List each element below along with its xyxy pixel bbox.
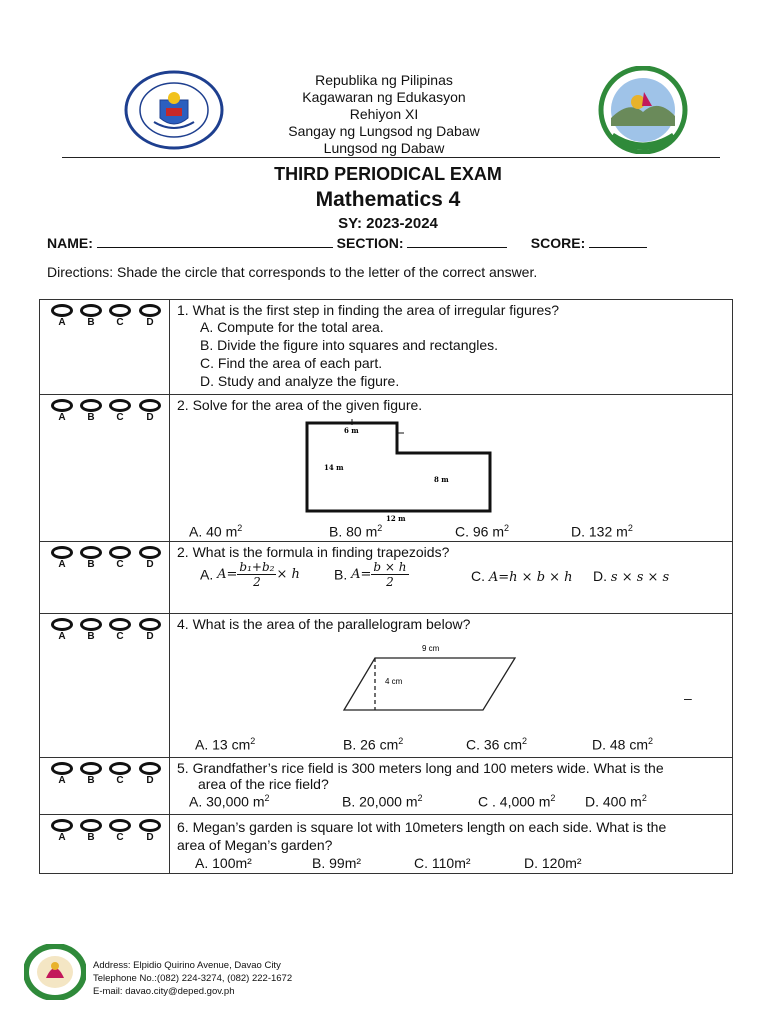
option-c: C. Find the area of each part. [200, 355, 383, 371]
answer-bubbles [51, 399, 163, 425]
option-d: D. 132 $m^2$ [571, 523, 633, 540]
option-d: D. 120m² [524, 855, 582, 871]
question-text-line2: area of the rice field? [198, 776, 329, 792]
question-row-2 [40, 394, 732, 542]
section-label: SECTION: [336, 235, 404, 251]
bubble-b[interactable] [80, 618, 102, 631]
question-text: 1. What is the first step in finding the area of irregular figures? [177, 302, 560, 318]
l-shape-figure [302, 419, 498, 523]
column-divider [169, 815, 170, 873]
bubble-d[interactable] [139, 304, 161, 317]
option-b: B. 20,000 $m^2$ [342, 793, 423, 810]
option-c: C. A=h × b × h [471, 568, 573, 585]
bubble-letter: B [87, 631, 95, 642]
exam-title: THIRD PERIODICAL EXAM [274, 164, 502, 184]
option-c: C . 4,000 $m^2$ [478, 793, 556, 810]
option-a: A. Compute for the total area. [200, 319, 384, 335]
footer-address: Address: Elpidio Quirino Avenue, Davao City [93, 960, 281, 971]
option-a: A. 30,000 $m^2$ [189, 793, 270, 810]
bubble-letter: C [116, 775, 124, 786]
figure-label-8m: 8 m [434, 475, 449, 484]
stray-dash: – [684, 690, 692, 706]
student-info-bar [47, 235, 647, 251]
answer-bubbles [51, 618, 163, 644]
bubble-c[interactable] [109, 762, 131, 775]
question-text: 2. Solve for the area of the given figure. [177, 397, 423, 413]
bubble-c[interactable] [109, 819, 131, 832]
option-c: C. 110m² [414, 855, 471, 871]
answer-bubbles [51, 546, 163, 572]
header-line-city: Lungsod ng Dabaw [323, 140, 445, 156]
bubble-c[interactable] [109, 546, 131, 559]
bubble-d[interactable] [139, 819, 161, 832]
bubble-letter: A [58, 559, 66, 570]
bubble-a[interactable] [51, 819, 73, 832]
question-text: 2. What is the formula in finding trapezoids? [177, 544, 450, 560]
option-b: B. 80 $m^2$ [329, 523, 383, 540]
option-b: B. 26 $cm^2$ [343, 736, 404, 753]
bubble-letter: D [146, 631, 154, 642]
bubble-a[interactable] [51, 762, 73, 775]
bubble-b[interactable] [80, 399, 102, 412]
footer-contact [93, 959, 292, 998]
header-line-department: Kagawaran ng Edukasyon [302, 89, 466, 105]
bubble-b[interactable] [80, 762, 102, 775]
option-b: B. Divide the figure into squares and rectangles. [200, 337, 499, 353]
question-text: 4. What is the area of the parallelogram below? [177, 616, 471, 632]
bubble-c[interactable] [109, 304, 131, 317]
figure-label-12m: 12 m [386, 514, 406, 523]
bubble-letter: A [58, 317, 66, 328]
bubble-b[interactable] [80, 304, 102, 317]
footer-telephone: Telephone No.:(082) 224-3274, (082) 222-1672 [93, 973, 293, 984]
bubble-c[interactable] [109, 399, 131, 412]
bubble-a[interactable] [51, 304, 73, 317]
bubble-letter: D [146, 832, 154, 843]
figure-label-4cm: 4 cm [385, 677, 403, 686]
bubble-letter: A [58, 631, 66, 642]
name-field[interactable] [97, 235, 333, 248]
bubble-letter: C [116, 832, 124, 843]
header-divider [62, 157, 720, 158]
bubble-letter: C [116, 631, 124, 642]
figure-label-9cm: 9 cm [422, 644, 440, 653]
column-divider [169, 300, 170, 394]
header-line-region: Rehiyon XI [349, 106, 419, 122]
question-row-1 [40, 300, 732, 394]
column-divider [169, 395, 170, 542]
answer-bubbles [51, 762, 163, 788]
bubble-d[interactable] [139, 399, 161, 412]
option-b: B. A= $\frac{b \times h}{2}$ [334, 560, 407, 589]
questions-table [39, 299, 733, 874]
bubble-letter: D [146, 559, 154, 570]
question-text: 5. Grandfather’s rice field is 300 meters long and 100 meters wide. What is the [177, 760, 664, 776]
bubble-letter: C [116, 317, 124, 328]
bubble-letter: B [87, 559, 95, 570]
bubble-letter: A [58, 775, 66, 786]
footer-email: E-mail: davao.city@deped.gov.ph [93, 986, 235, 997]
option-a: A. 13 $cm^2$ [195, 736, 256, 753]
figure-label-6m: 6 m [344, 426, 359, 435]
question-text: 6. Megan’s garden is square lot with 10meters length on each side. What is the [177, 819, 667, 835]
option-d: D. 48 $cm^2$ [592, 736, 654, 753]
option-a: A. 100m² [195, 855, 252, 871]
option-d: D. s × s × s [593, 568, 670, 585]
option-c: C. 36 $cm^2$ [466, 736, 528, 753]
bubble-letter: D [146, 317, 154, 328]
bubble-d[interactable] [139, 762, 161, 775]
bubble-letter: C [116, 559, 124, 570]
bubble-c[interactable] [109, 618, 131, 631]
directions-text: Directions: Shade the circle that corresponds to the letter of the correct answer. [47, 264, 538, 280]
parallelogram-figure [340, 642, 520, 714]
bubble-letter: D [146, 412, 154, 423]
bubble-letter: B [87, 775, 95, 786]
column-divider [169, 614, 170, 758]
bubble-letter: A [58, 832, 66, 843]
column-divider [169, 758, 170, 815]
question-row-6 [40, 814, 732, 873]
question-row-5 [40, 757, 732, 815]
bubble-b[interactable] [80, 819, 102, 832]
bubble-a[interactable] [51, 618, 73, 631]
bubble-letter: B [87, 317, 95, 328]
option-a: A. 40 $m^2$ [189, 523, 243, 540]
answer-bubbles [51, 304, 163, 330]
bubble-b[interactable] [80, 546, 102, 559]
davao-city-division-logo [24, 944, 86, 1000]
column-divider [169, 542, 170, 614]
question-row-3 [40, 541, 732, 614]
bubble-letter: A [58, 412, 66, 423]
figure-label-14m: 14 m [324, 463, 344, 472]
name-label: NAME: [47, 235, 93, 251]
option-b: B. 99m² [312, 855, 362, 871]
header-line-republic: Republika ng Pilipinas [315, 72, 453, 88]
question-text-line2: area of Megan’s garden? [177, 837, 333, 853]
option-d: D. Study and analyze the figure. [200, 373, 400, 389]
question-row-4 [40, 613, 732, 758]
section-field[interactable] [407, 235, 507, 248]
bubble-d[interactable] [139, 618, 161, 631]
bubble-letter: B [87, 412, 95, 423]
bubble-letter: C [116, 412, 124, 423]
bubble-d[interactable] [139, 546, 161, 559]
answer-bubbles [51, 819, 163, 845]
bubble-a[interactable] [51, 546, 73, 559]
option-c: C. 96 $m^2$ [455, 523, 510, 540]
exam-subject: Mathematics 4 [315, 188, 461, 211]
bubble-a[interactable] [51, 399, 73, 412]
option-d: D. 400 $m^2$ [585, 793, 647, 810]
score-label: SCORE: [530, 235, 586, 251]
option-a: A. A= $\frac{\text{b₁+b₂}}{2}$ × h [200, 560, 300, 589]
bubble-letter: B [87, 832, 95, 843]
school-year: SY: 2023-2024 [338, 215, 438, 232]
score-field[interactable] [589, 235, 647, 248]
bubble-letter: D [146, 775, 154, 786]
header-line-division: Sangay ng Lungsod ng Dabaw [288, 123, 480, 139]
